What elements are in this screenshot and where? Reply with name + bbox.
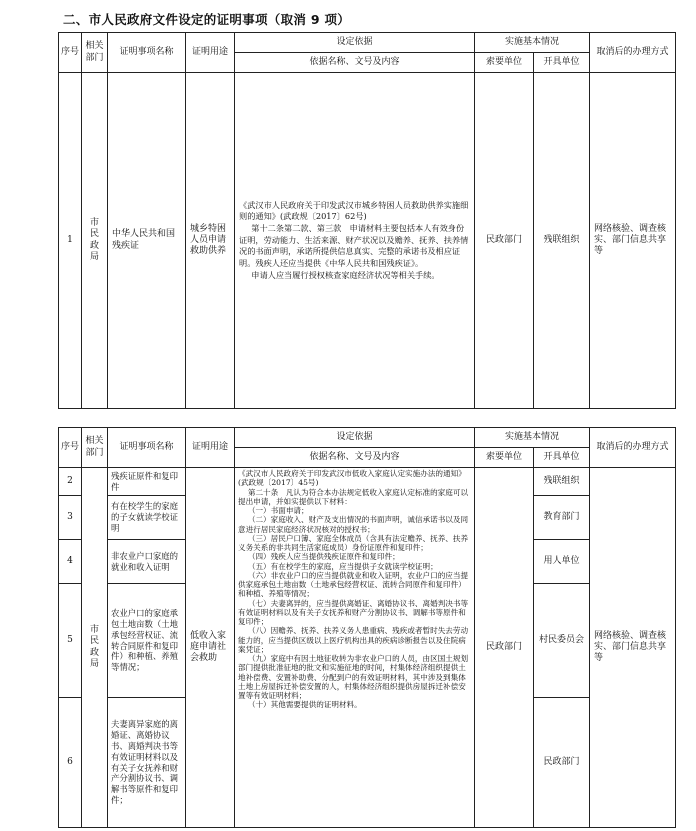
item-name-cell: 中华人民共和国残疾证 xyxy=(108,73,186,409)
item-name-cell: 残疾证原件和复印件 xyxy=(108,468,186,496)
basis-paragraph: 《武汉市人民政府关于印发武汉市低收入家庭认定实施办法的通知》(武政规〔2017〕45号) xyxy=(238,469,466,488)
requester-cell: 民政部门 xyxy=(475,468,534,828)
requester-cell: 民政部门 xyxy=(475,73,534,409)
purpose-cell: 低收入家庭申请社会救助 xyxy=(186,468,235,828)
basis-paragraph: 第十二条第二款、第三款 申请材料主要包括本人有效身份证明，劳动能力、生活来源、财产状况以及赡养、抚养、扶养情况的书面声明，承诺所提供信息真实、完整的承诺书及相应证明。残疾人还应当提供《中华人民共和国残疾证》。 xyxy=(239,223,469,268)
header-item-name: 证明事项名称 xyxy=(108,33,186,73)
issuer-cell: 教育部门 xyxy=(534,496,590,540)
item-name-cell: 非农业户口家庭的就业和收入证明 xyxy=(108,540,186,584)
basis-paragraph: （七）夫妻离异的，应当提供离婚证、离婚协议书、离婚判决书等有效证明材料以及有关子女抚养和财产分割协议书、调解书等原件和复印件； xyxy=(238,598,469,626)
header-seq: 序号 xyxy=(59,428,82,468)
header-after-cancel: 取消后的办理方式 xyxy=(590,33,676,73)
seq-cell: 3 xyxy=(59,496,82,540)
item-name-cell: 夫妻离异家庭的离婚证、离婚协议书、离婚判决书等有效证明材料以及有关子女抚养和财产分割协议书、调解书等原件和复印件； xyxy=(108,698,186,828)
purpose-cell: 城乡特困人员申请救助供养 xyxy=(186,73,235,409)
header-purpose: 证明用途 xyxy=(186,33,235,73)
basis-cell xyxy=(235,468,475,828)
issuer-cell: 村民委员会 xyxy=(534,584,590,698)
seq-cell: 5 xyxy=(59,584,82,698)
issuer-cell: 用人单位 xyxy=(534,540,590,584)
header-after-cancel: 取消后的办理方式 xyxy=(590,428,676,468)
basis-paragraph: （十）其他需要提供的证明材料。 xyxy=(247,700,362,710)
header-issuer: 开具单位 xyxy=(534,448,590,468)
header-requester: 索要单位 xyxy=(475,448,534,468)
after-cancel-cell: 网络核验、调查核实、部门信息共享等 xyxy=(590,468,676,828)
header-dept: 相关部门 xyxy=(82,33,108,73)
header-basis-sub: 依据名称、文号及内容 xyxy=(235,53,475,73)
header-seq: 序号 xyxy=(59,33,82,73)
cert-table-1 xyxy=(58,32,676,409)
header-impl: 实施基本情况 xyxy=(475,33,590,53)
basis-paragraph: （八）因赡养、抚养、扶养义务人患重病、残疾或者暂时失去劳动能力的，应当提供区级以上医疗机构出具的疾病诊断报告以及住院病案凭证； xyxy=(238,626,469,654)
basis-paragraph: （九）家庭中有因土地征收转为非农业户口的人员，由区国土规划部门提供批准征地的批文和实施征地的时间，村集体经济组织提供土地补偿费、安置补助费、分配到户的有效证明材料，其中涉及到集体土地上房屋拆迁补偿安置的人，村集体经济组织提供房屋拆迁补偿安置等有效证明材料； xyxy=(238,654,469,700)
dept-cell: 市民政局 xyxy=(82,468,108,828)
basis-cell xyxy=(235,73,475,409)
basis-paragraph: 申请人应当履行授权核查家庭经济状况等相关手续。 xyxy=(251,269,440,280)
issuer-cell: 残联组织 xyxy=(534,73,590,409)
seq-cell: 2 xyxy=(59,468,82,496)
basis-paragraph: （二）家庭收入、财产及支出情况的书面声明，诚信承诺书以及同意进行居民家庭经济状况核对的授权书； xyxy=(238,515,469,534)
dept-cell: 市民政局 xyxy=(82,73,108,409)
basis-paragraph: （四）残疾人应当提供残疾证原件和复印件； xyxy=(247,552,400,562)
header-basis: 设定依据 xyxy=(235,33,475,53)
basis-paragraph: 第二十条 凡认为符合本办法规定低收入家庭认定标准的家庭可以提出申请，并如实提供以下材料： xyxy=(238,487,469,506)
header-basis-sub: 依据名称、文号及内容 xyxy=(235,448,475,468)
issuer-cell: 残联组织 xyxy=(534,468,590,496)
header-requester: 索要单位 xyxy=(475,53,534,73)
header-dept: 相关部门 xyxy=(82,428,108,468)
item-name-cell: 农业户口的家庭承包土地亩数（土地承包经营权证、流转合同原件和复印件）和种植、养殖等情况； xyxy=(108,584,186,698)
basis-paragraph: 《武汉市人民政府关于印发武汉市城乡特困人员救助供养实施细则的通知》(武政规〔2017〕62号) xyxy=(239,199,469,222)
header-issuer: 开具单位 xyxy=(534,53,590,73)
basis-paragraph: （五）有在校学生的家庭，应当提供子女就读学校证明； xyxy=(247,561,438,571)
seq-cell: 1 xyxy=(59,73,82,409)
basis-paragraph: （一）书面申请； xyxy=(247,506,309,515)
header-impl: 实施基本情况 xyxy=(475,428,590,448)
cert-table-2 xyxy=(58,427,676,828)
seq-cell: 6 xyxy=(59,698,82,828)
after-cancel-cell: 网络核验、调查核实、部门信息共享等 xyxy=(590,73,676,409)
issuer-cell: 民政部门 xyxy=(534,698,590,828)
seq-cell: 4 xyxy=(59,540,82,584)
basis-paragraph: （三）居民户口簿、家庭全体成员（含具有法定赡养、抚养、扶养义务关系的非共同生活家庭成员）身份证原件和复印件； xyxy=(238,533,469,552)
header-purpose: 证明用途 xyxy=(186,428,235,468)
header-basis: 设定依据 xyxy=(235,428,475,448)
table-row xyxy=(59,73,676,409)
item-name-cell: 有在校学生的家庭的子女就读学校证明 xyxy=(108,496,186,540)
header-item-name: 证明事项名称 xyxy=(108,428,186,468)
basis-paragraph: （六）非农业户口的应当提供就业和收入证明，农业户口的应当提供家庭承包土地亩数（土地承包经营权证、流转合同原件和复印件）和种植、养殖等情况； xyxy=(238,570,469,599)
section-title: 二、市人民政府文件设定的证明事项（取消 9 项） xyxy=(63,12,351,27)
table-row xyxy=(59,468,676,496)
